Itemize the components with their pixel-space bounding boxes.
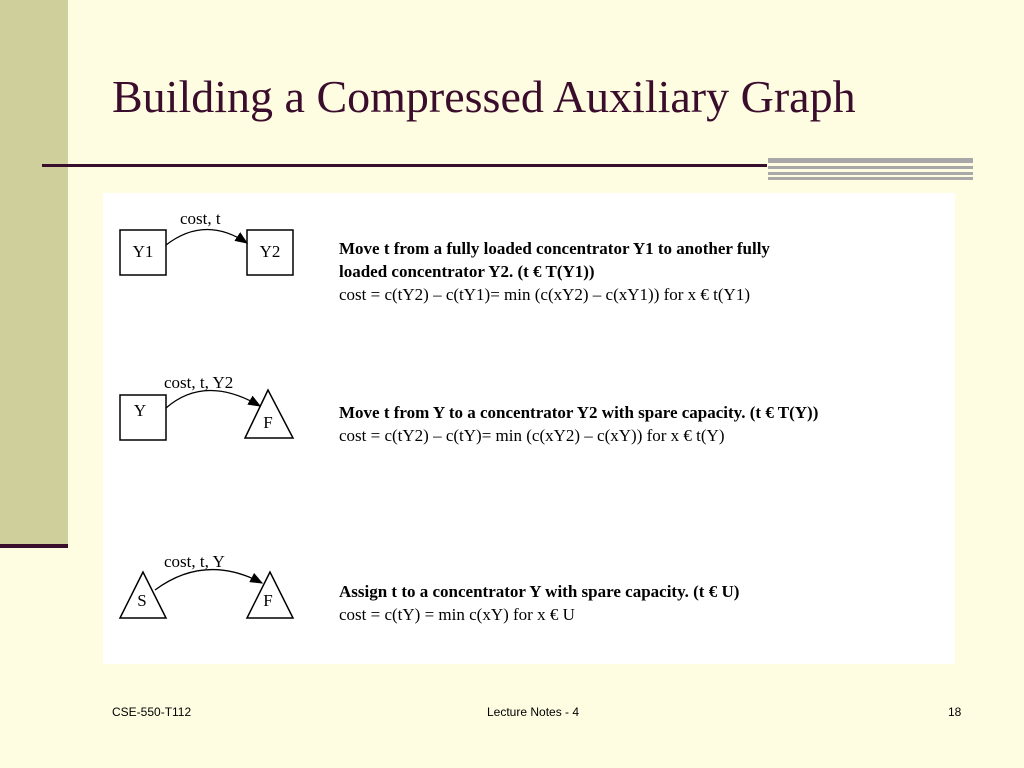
left-decorative-bar (0, 0, 68, 545)
row-3-heading-line-1: Assign t to a concentrator Y with spare capacity. (t € U) (339, 582, 740, 601)
diagram-row-1 (110, 205, 310, 285)
footer-course-code: CSE-550-T112 (112, 705, 192, 719)
arc-arrow (155, 570, 262, 590)
node-target-label: F (263, 591, 273, 610)
node-source-label: S (137, 591, 147, 610)
footer-lecture-title: Lecture Notes - 4 (487, 705, 580, 719)
row-2-cost-formula: cost = c(tY2) – c(tY)= min (c(xY2) – c(xY)) for x € t(Y) (339, 426, 725, 445)
footer-page-number: 18 (948, 705, 962, 719)
arc-label: cost, t, Y2 (164, 373, 234, 392)
left-bar-underline (0, 544, 68, 548)
row-2-heading-line-1: Move t from Y to a concentrator Y2 with spare capacity. (t € T(Y)) (339, 403, 819, 422)
row-1-cost-formula: cost = c(tY2) – c(tY1)= min (c(xY2) – c(xY1)) for x € t(Y1) (339, 285, 750, 304)
row-3-cost-formula: cost = c(tY) = min c(xY) for x € U (339, 605, 575, 624)
node-target-label: F (263, 413, 273, 432)
node-target-label: Y2 (259, 242, 281, 261)
row-3-description (339, 580, 739, 626)
arc-arrow (166, 229, 247, 245)
title-divider (42, 164, 767, 167)
row-1-heading-line-2: loaded concentrator Y2. (t € T(Y1)) (339, 262, 595, 281)
row-1-heading-line-1: Move t from a fully loaded concentrator Y1 to another fully (339, 239, 770, 258)
arc-arrow (166, 390, 260, 408)
title-accent-bars (768, 158, 973, 180)
row-1-description (339, 237, 770, 306)
node-source-label: Y1 (132, 242, 154, 261)
diagram-row-3 (110, 548, 310, 628)
diagram-row-2 (110, 370, 310, 450)
node-source-label: Y (133, 401, 147, 420)
arc-label: cost, t (180, 209, 221, 228)
slide-title: Building a Compressed Auxiliary Graph (112, 71, 856, 122)
arc-label: cost, t, Y (164, 552, 225, 571)
row-2-description (339, 401, 818, 447)
